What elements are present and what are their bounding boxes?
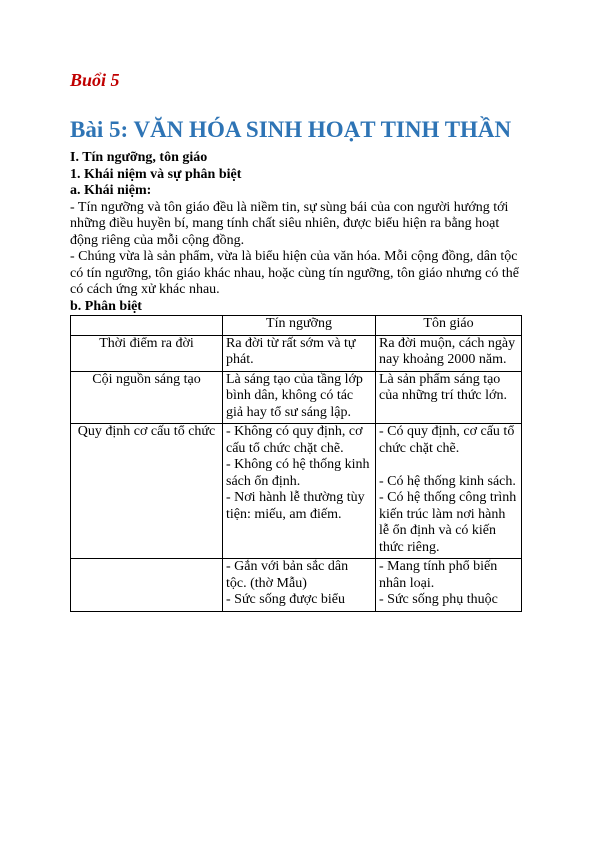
cell-text: - Có quy định, cơ cấu tổ chức chặt chẽ. [379, 424, 515, 456]
cell-text: - Có hệ thống kinh sách. [379, 473, 516, 489]
cell-text: Là sản phẩm sáng tạo của những trí thức lớn. [379, 371, 507, 403]
section-heading: I. Tín ngưỡng, tôn giáo [70, 150, 208, 165]
cell-text: - Không có quy định, cơ cấu tổ chức chặt chẽ. [226, 424, 363, 456]
cell-text: - Gắn với bản sắc dân tộc. (thờ Mẫu) [226, 559, 349, 591]
distinction-heading: b. Phân biệt [70, 298, 142, 314]
comparison-table [70, 315, 522, 612]
belief-cell [223, 424, 376, 559]
header-religion: Tôn giáo [376, 316, 522, 336]
cell-text [379, 457, 518, 474]
table-row [71, 424, 522, 559]
religion-cell [376, 559, 522, 612]
cell-text: - Nơi hành lễ thường tùy tiện: miếu, am điếm. [226, 490, 365, 522]
belief-cell [223, 335, 376, 371]
table-row [71, 559, 522, 612]
table-row [71, 371, 522, 424]
criterion-cell: Cội nguồn sáng tạo [71, 371, 223, 424]
cell-text: - Sức sống được biểu [226, 592, 346, 607]
belief-cell [223, 559, 376, 612]
cell-text: - Mang tính phổ biến nhân loại. [379, 559, 498, 591]
table-row [71, 335, 522, 371]
concept-heading: a. Khái niệm: [70, 183, 152, 198]
religion-cell [376, 335, 522, 371]
header-belief: Tín ngưỡng [223, 316, 376, 336]
cell-text: - Có hệ thống công trình kiến trúc làm nơi hành lễ ổn định và có kiến thức riêng. [379, 490, 517, 555]
header-criterion [71, 316, 223, 336]
criterion-cell [71, 559, 223, 612]
subsection-heading: 1. Khái niệm và sự phân biệt [70, 166, 242, 182]
cell-text: - Không có hệ thống kinh sách ổn định. [226, 457, 370, 489]
religion-cell [376, 371, 522, 424]
concept-paragraph-2: - Chúng vừa là sản phẩm, vừa là biểu hiện của văn hóa. Mỗi cộng đồng, dân tộc có tín ngưỡng, tôn giáo khác nhau, hoặc cùng tín ngưỡng, tôn giáo nhưng có thể có cách ứng xử khác nhau. [70, 249, 519, 297]
cell-text: Ra đời muộn, cách ngày nay khoảng 2000 năm. [379, 335, 516, 367]
table-body [71, 335, 522, 611]
religion-cell [376, 424, 522, 559]
belief-cell [223, 371, 376, 424]
table-header-row [71, 316, 522, 336]
lesson-title: Bài 5: VĂN HÓA SINH HOẠT TINH THẦN [70, 117, 512, 142]
criterion-cell: Quy định cơ cấu tổ chức [71, 424, 223, 559]
cell-text: Ra đời từ rất sớm và tự phát. [226, 335, 356, 367]
criterion-cell: Thời điểm ra đời [71, 335, 223, 371]
document-body [70, 150, 530, 612]
session-label: Buổi 5 [70, 70, 120, 90]
cell-text: Là sáng tạo của tầng lớp bình dân, không có tác giả hay tổ sư sáng lập. [226, 371, 363, 420]
cell-text: - Sức sống phụ thuộc [379, 592, 498, 607]
concept-paragraph-1: - Tín ngưỡng và tôn giáo đều là niềm tin, sự sùng bái của con người hướng tới những điều huyền bí, mang tính chất siêu nhiên, được biểu hiện ra bằng hoạt động riêng của mỗi cộng đồng. [70, 199, 509, 248]
